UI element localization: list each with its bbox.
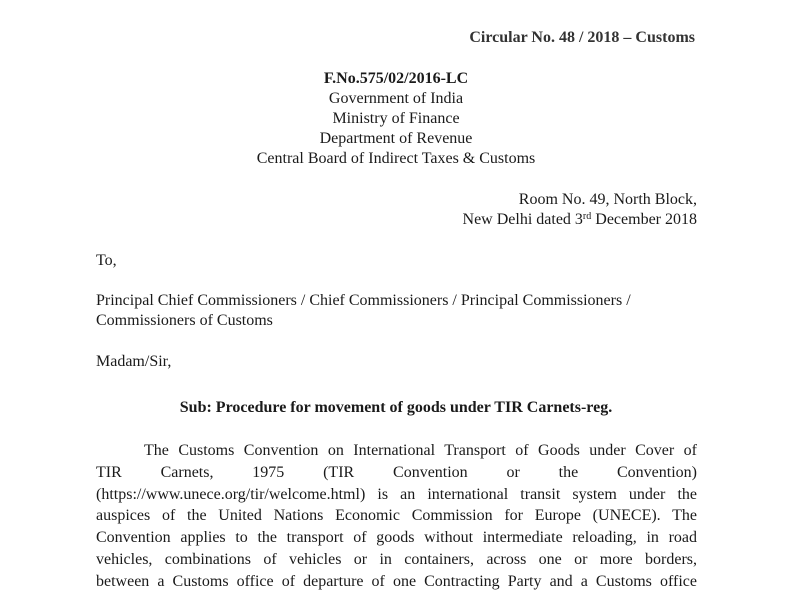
body-line-2: [96, 462, 697, 484]
date-prefix: New Delhi dated 3: [462, 211, 583, 228]
salutation: Madam/Sir,: [96, 353, 172, 370]
body-line-7: between a Customs office of departure of one Contracting Party and a Customs office: [96, 572, 697, 590]
subject-line: Sub: Procedure for movement of goods under TIR Carnets-reg.: [179, 399, 613, 416]
body-line-2-word: 1975: [252, 463, 285, 481]
circular-number: Circular No. 48 / 2018 – Customs: [469, 29, 695, 46]
body-line-4: auspices of the United Nations Economic Commission for Europe (UNECE). The: [96, 507, 697, 525]
body-line-5: Convention applies to the transport of goods without intermediate reloading, in road: [96, 529, 697, 547]
body-line-2-word: the: [558, 463, 579, 481]
address-date: [463, 210, 697, 230]
date-suffix: December 2018: [591, 211, 697, 228]
issuer-department: Department of Revenue: [319, 130, 473, 147]
issuer-ministry: Ministry of Finance: [332, 110, 460, 127]
issuer-block: [0, 69, 792, 169]
to-label: To,: [96, 252, 117, 269]
body-line-2-word: or: [506, 463, 520, 481]
recipients-line-2: Commissioners of Customs: [96, 312, 273, 329]
body-line-1: The Customs Convention on International Transport of Goods under Cover of: [144, 442, 697, 459]
body-line-2-word: TIR: [96, 463, 122, 481]
issuer-government: Government of India: [328, 90, 464, 107]
address-room: Room No. 49, North Block,: [518, 191, 697, 208]
body-line-6: vehicles, combinations of vehicles or in containers, across one or more borders,: [96, 550, 697, 568]
body-line-2-word: Convention: [393, 463, 468, 481]
body-paragraph: [96, 440, 697, 593]
recipients-line-1: Principal Chief Commissioners / Chief Commissioners / Principal Commissioners /: [96, 292, 631, 309]
issuer-board: Central Board of Indirect Taxes & Customs: [256, 150, 536, 167]
body-line-2-word: Carnets,: [160, 463, 214, 481]
date-superscript: rd: [582, 211, 592, 222]
address-block: [463, 190, 697, 230]
file-number: F.No.575/02/2016-LC: [323, 70, 469, 87]
body-line-2-word: (TIR: [323, 463, 355, 481]
body-line-2-word: Convention): [617, 463, 697, 481]
body-line-3: (https://www.unece.org/tir/welcome.html) is an international transit system under the: [96, 485, 697, 503]
